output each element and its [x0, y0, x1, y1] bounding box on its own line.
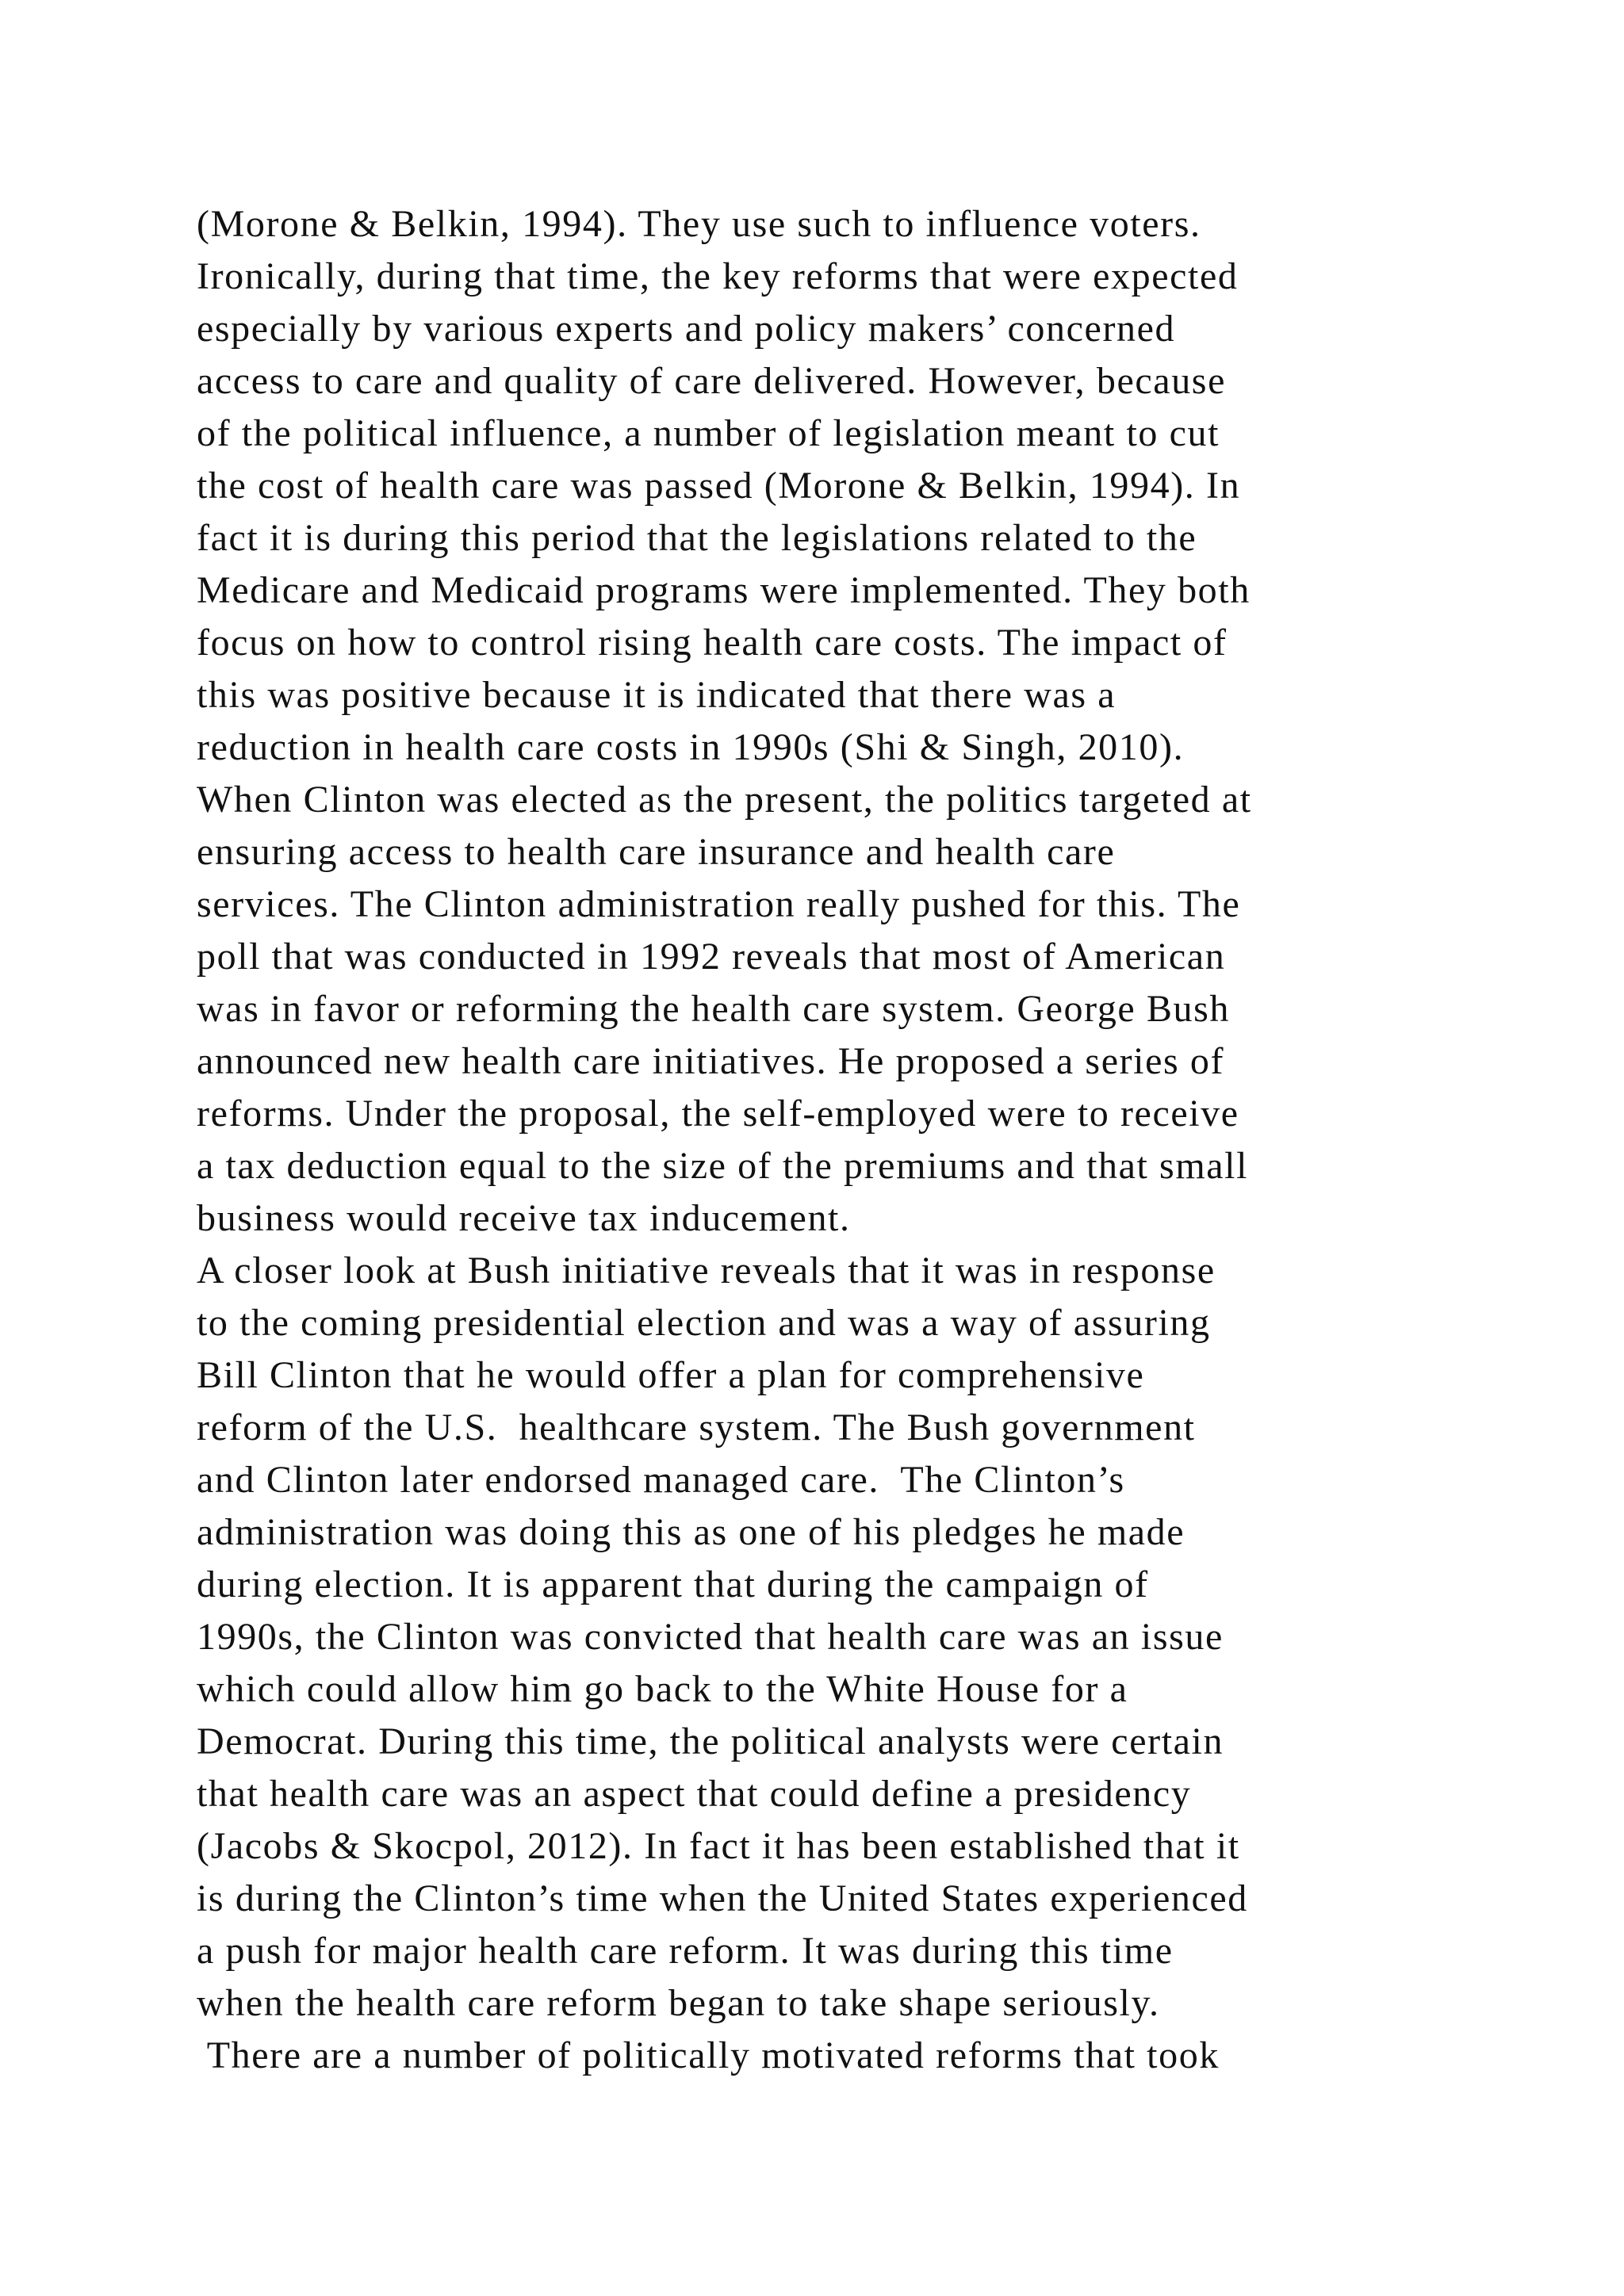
- text-line: ensuring access to health care insurance and health care: [197, 831, 1116, 873]
- text-line: reduction in health care costs in 1990s (Shi & Singh, 2010).: [197, 726, 1185, 768]
- text-line: especially by various experts and policy makers’ concerned: [197, 308, 1176, 350]
- text-line: fact it is during this period that the legislations related to the: [197, 517, 1197, 559]
- text-line: to the coming presidential election and was a way of assuring: [197, 1302, 1211, 1344]
- text-line: When Clinton was elected as the present, the politics targeted at: [197, 779, 1252, 821]
- text-line: business would receive tax inducement.: [197, 1197, 851, 1239]
- text-line: when the health care reform began to take shape seriously.: [197, 1982, 1160, 2024]
- text-line: the cost of health care was passed (Morone & Belkin, 1994). In: [197, 465, 1241, 507]
- text-line: a push for major health care reform. It was during this time: [197, 1930, 1174, 1972]
- text-line: a tax deduction equal to the size of the premiums and that small: [197, 1145, 1249, 1187]
- text-line: of the political influence, a number of legislation meant to cut: [197, 412, 1220, 454]
- text-line: is during the Clinton’s time when the United States experienced: [197, 1877, 1248, 1919]
- text-line: announced new health care initiatives. He proposed a series of: [197, 1040, 1225, 1082]
- text-line: during election. It is apparent that during the campaign of: [197, 1563, 1149, 1605]
- text-line: Democrat. During this time, the political analysts were certain: [197, 1720, 1224, 1762]
- body-text: [197, 198, 1497, 2082]
- text-line: access to care and quality of care delivered. However, because: [197, 360, 1226, 402]
- text-line: reform of the U.S. healthcare system. The Bush government: [197, 1406, 1196, 1448]
- text-line: was in favor or reforming the health care system. George Bush: [197, 988, 1231, 1030]
- text-line: 1990s, the Clinton was convicted that health care was an issue: [197, 1616, 1224, 1658]
- text-line: Ironically, during that time, the key reforms that were expected: [197, 255, 1239, 297]
- text-line: A closer look at Bush initiative reveals that it was in response: [197, 1249, 1216, 1292]
- text-line: that health care was an aspect that could define a presidency: [197, 1773, 1192, 1815]
- text-line: (Morone & Belkin, 1994). They use such to influence voters.: [197, 203, 1201, 245]
- text-line: administration was doing this as one of his pledges he made: [197, 1511, 1185, 1553]
- text-line: poll that was conducted in 1992 reveals that most of American: [197, 936, 1226, 978]
- text-line: Bill Clinton that he would offer a plan for comprehensive: [197, 1354, 1145, 1396]
- text-line: and Clinton later endorsed managed care. The Clinton’s: [197, 1459, 1125, 1501]
- text-line: this was positive because it is indicated that there was a: [197, 674, 1116, 716]
- text-line: services. The Clinton administration really pushed for this. The: [197, 883, 1241, 925]
- text-line: There are a number of politically motivated reforms that took: [197, 2034, 1220, 2076]
- text-line: Medicare and Medicaid programs were implemented. They both: [197, 569, 1251, 611]
- text-line: focus on how to control rising health care costs. The impact of: [197, 622, 1228, 664]
- text-line: (Jacobs & Skocpol, 2012). In fact it has been established that it: [197, 1825, 1240, 1867]
- text-line: which could allow him go back to the White House for a: [197, 1668, 1128, 1710]
- text-line: reforms. Under the proposal, the self-employed were to receive: [197, 1093, 1239, 1135]
